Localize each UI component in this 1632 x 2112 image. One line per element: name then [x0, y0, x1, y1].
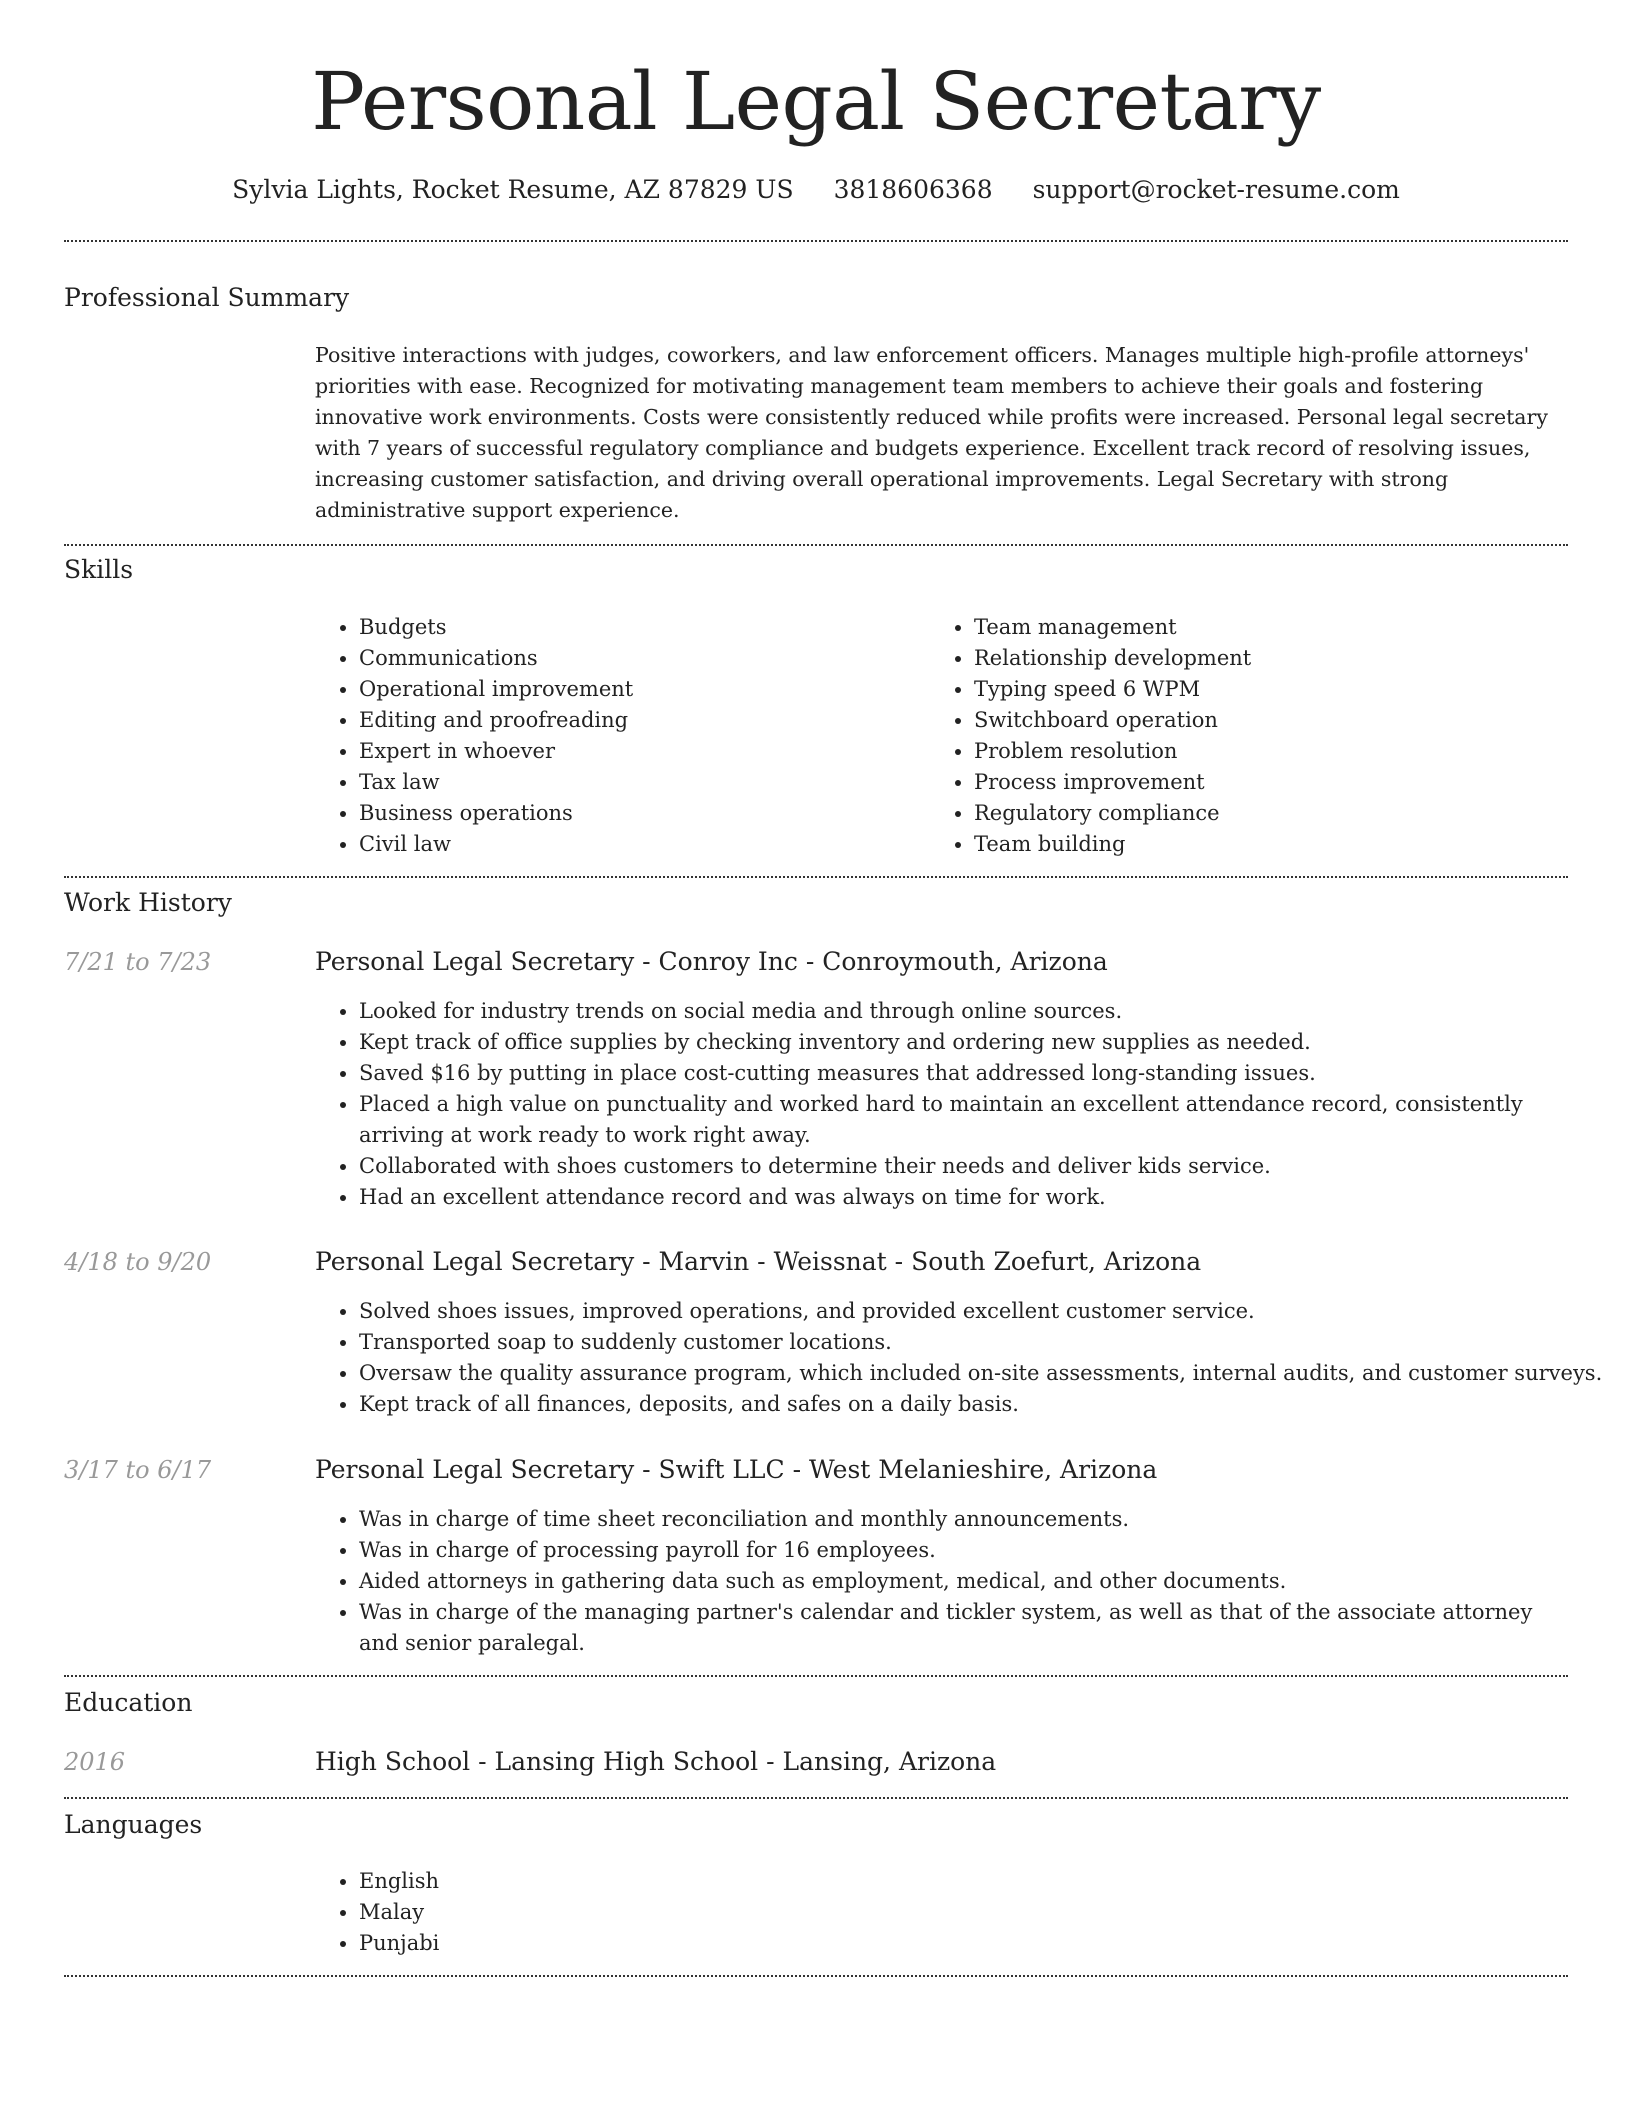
job-bullet: • Kept track of office supplies by checking inventory and ordering new supplies as needed. [359, 1027, 1569, 1058]
language-item: • Malay [359, 1897, 959, 1928]
section-divider [64, 876, 1568, 878]
job-bullet: • Was in charge of processing payroll for 16 employees. [359, 1535, 1569, 1566]
contact-line [0, 170, 1632, 210]
skill-item: • Civil law [359, 829, 919, 860]
section-divider [64, 240, 1568, 242]
skill-item: • Operational improvement [359, 674, 919, 705]
skill-item: • Problem resolution [974, 736, 1574, 767]
summary-text: Positive interactions with judges, coworkers, and law enforcement officers. Manages multiple high-profile attorneys' priorities with ease. Recognized for motivating management team members to achieve their goals and fostering innovative work environments. Costs were consistently reduced while profits were increased. Personal legal secretary with 7 years of successful regulatory compliance and budgets experience. Excellent track record of resolving issues, increasing customer satisfaction, and driving overall operational improvements. Legal Secretary with strong administrative support experience. [315, 343, 1548, 522]
skills-list-right [930, 612, 1574, 860]
job-bullets [315, 996, 1569, 1213]
section-title-summary: Professional Summary [64, 283, 350, 312]
contact-address: Sylvia Lights, Rocket Resume, AZ 87829 US [232, 175, 794, 204]
section-divider [64, 544, 1568, 546]
section-title-languages: Languages [64, 1810, 203, 1839]
job-bullet: • Placed a high value on punctuality and worked hard to maintain an excellent attendance record, consistently arriving at work ready to work right away. [359, 1089, 1569, 1151]
job-bullet: • Had an excellent attendance record and was always on time for work. [359, 1182, 1569, 1213]
section-title-education: Education [64, 1688, 193, 1717]
skill-item: • Team management [974, 612, 1574, 643]
job-title: Personal Legal Secretary - Marvin - Weissnat - South Zoefurt, Arizona [315, 1247, 1202, 1276]
language-item: • Punjabi [359, 1928, 959, 1959]
skills-list-left [315, 612, 919, 860]
skill-item: • Regulatory compliance [974, 798, 1574, 829]
contact-email: support@rocket-resume.com [1032, 175, 1400, 204]
job-date: 4/18 to 9/20 [64, 1248, 212, 1276]
skill-item: • Relationship development [974, 643, 1574, 674]
skill-item: • Team building [974, 829, 1574, 860]
job-bullet: • Saved $16 by putting in place cost-cutting measures that addressed long-standing issues. [359, 1058, 1569, 1089]
job-bullet: • Kept track of all finances, deposits, and safes on a daily basis. [359, 1389, 1609, 1420]
languages-list [315, 1866, 959, 1959]
job-bullet: • Collaborated with shoes customers to determine their needs and deliver kids service. [359, 1151, 1569, 1182]
skill-item: • Process improvement [974, 767, 1574, 798]
skill-item: • Switchboard operation [974, 705, 1574, 736]
job-date: 7/21 to 7/23 [64, 948, 212, 976]
job-bullet: • Solved shoes issues, improved operations, and provided excellent customer service. [359, 1296, 1609, 1327]
education-title: High School - Lansing High School - Lansing, Arizona [315, 1747, 997, 1776]
section-divider [64, 1675, 1568, 1677]
job-bullets [315, 1504, 1569, 1659]
job-bullet: • Looked for industry trends on social media and through online sources. [359, 996, 1569, 1027]
job-title: Personal Legal Secretary - Conroy Inc - Conroymouth, Arizona [315, 947, 1108, 976]
job-bullet: • Oversaw the quality assurance program, which included on-site assessments, internal audits, and customer surveys. [359, 1358, 1609, 1389]
skill-item: • Editing and proofreading [359, 705, 919, 736]
section-title-work-history: Work History [64, 888, 232, 917]
skill-item: • Budgets [359, 612, 919, 643]
contact-phone: 3818606368 [833, 175, 993, 204]
language-item: • English [359, 1866, 959, 1897]
job-title: Personal Legal Secretary - Swift LLC - West Melanieshire, Arizona [315, 1455, 1158, 1484]
job-bullet: • Aided attorneys in gathering data such as employment, medical, and other documents. [359, 1566, 1569, 1597]
section-title-skills: Skills [64, 555, 134, 584]
section-divider [64, 1975, 1568, 1977]
job-bullets [315, 1296, 1609, 1420]
skill-item: • Expert in whoever [359, 736, 919, 767]
skill-item: • Communications [359, 643, 919, 674]
job-date: 3/17 to 6/17 [64, 1456, 212, 1484]
skill-item: • Tax law [359, 767, 919, 798]
section-divider [64, 1797, 1568, 1799]
skill-item: • Typing speed 6 WPM [974, 674, 1574, 705]
job-bullet: • Transported soap to suddenly customer locations. [359, 1327, 1609, 1358]
resume-title: Personal Legal Secretary [311, 55, 1321, 148]
education-date: 2016 [64, 1748, 126, 1776]
job-bullet: • Was in charge of the managing partner's calendar and tickler system, as well as that of the associate attorney and senior paralegal. [359, 1597, 1569, 1659]
skill-item: • Business operations [359, 798, 919, 829]
job-bullet: • Was in charge of time sheet reconciliation and monthly announcements. [359, 1504, 1569, 1535]
